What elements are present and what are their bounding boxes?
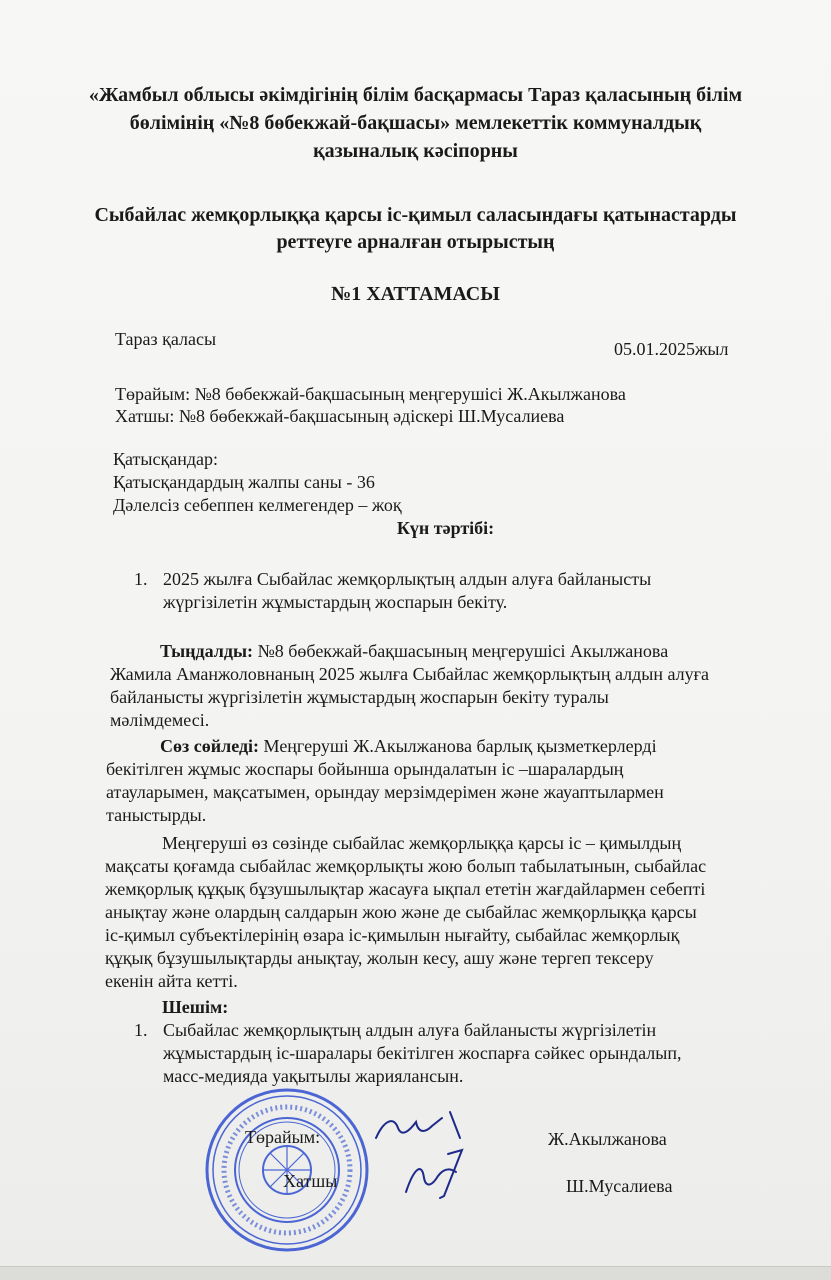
secretary-line: Хатшы: №8 бөбекжай-бақшасының әдіскері Ш.Мусалиева <box>115 406 565 426</box>
agenda-item-line-2: жүргізілетін жұмыстардың жоспарын бекіту. <box>163 592 508 612</box>
page-bottom-edge <box>0 1266 831 1280</box>
secretary-signature-label: Хатшы <box>283 1171 338 1191</box>
org-name-line-2: бөлімінің «№8 бөбекжай-бақшасы» мемлекеттік коммуналдық <box>129 112 702 134</box>
spoke-line-2: бекітілген жұмыс жоспары бойынша орындалатын іс –шаралардың <box>106 759 624 779</box>
date: 05.01.2025жыл <box>614 339 729 359</box>
city: Тараз қаласы <box>115 329 217 349</box>
speech-line-3: жемқорлық құқық бұзушылықтар жасауға ықпал ететін жағдайлармен себепті <box>105 879 706 899</box>
chair-name: Ж.Акылжанова <box>548 1129 667 1149</box>
org-name-line-1: «Жамбыл облысы әкімдігінің білім басқармасы Тараз қаласының білім <box>88 84 743 106</box>
attendees-total: Қатысқандардың жалпы саны - 36 <box>113 472 375 492</box>
subject-line-1: Сыбайлас жемқорлыққа қарсы іс-қимыл саласындағы қатынастарды <box>94 204 737 226</box>
chair-line: Төрайым: №8 бөбекжай-бақшасының меңгерушісі Ж.Акылжанова <box>115 384 626 404</box>
agenda-item-number: 1. <box>134 569 148 589</box>
speech-line-1: Меңгеруші өз сөзінде сыбайлас жемқорлыққа қарсы іс – қимылдың <box>162 833 682 853</box>
decision-line-1: Сыбайлас жемқорлықтың алдын алуға байланысты жүргізілетін <box>163 1020 657 1040</box>
spoke-label: Сөз сөйледі: <box>160 736 260 756</box>
speech-line-5: іс-қимыл субъектілерінің өзара іс-қимылын нығайту, сыбайлас жемқорлық <box>105 925 680 945</box>
decision-item-number: 1. <box>134 1020 148 1040</box>
absent-line: Дәлелсіз себеппен келмегендер – жоқ <box>113 495 402 515</box>
agenda-title: Күн тәртібі: <box>396 518 495 538</box>
spoke-line-3: атауларымен, мақсатымен, орындау мерзімдерімен және жауаптылармен <box>106 782 664 802</box>
heard-line-3: байланысты жүргізілетін жұмыстардың жоспарын бекіту туралы <box>110 687 609 707</box>
document-title: №1 ХАТТАМАСЫ <box>331 283 500 305</box>
subject-line-2: реттеуге арналған отырыстың <box>276 231 555 253</box>
chair-signature <box>372 1108 472 1148</box>
heard-text-1: №8 бөбекжай-бақшасының меңгерушісі Акылжанова <box>253 641 669 661</box>
heard-label: Тыңдалды: <box>160 641 254 661</box>
chair-signature-label: Төрайым: <box>245 1127 321 1147</box>
spoke-line-1 <box>160 735 657 758</box>
heard-line-1 <box>160 640 668 663</box>
spoke-line-4: таныстырды. <box>106 805 207 825</box>
spoke-text-1: Меңгеруші Ж.Акылжанова барлық қызметкерлерді <box>259 736 657 756</box>
agenda-item-line-1: 2025 жылға Сыбайлас жемқорлықтың алдын алуға байланысты <box>163 569 652 589</box>
org-name-line-3: қазыналық кәсіпорны <box>313 140 518 162</box>
speech-line-4: анықтау және олардың салдарын жою және де сыбайлас жемқорлыққа қарсы <box>105 902 697 922</box>
secretary-name: Ш.Мусалиева <box>566 1176 673 1196</box>
attendees-label: Қатысқандар: <box>113 449 218 469</box>
decision-line-2: жұмыстардың іс-шаралары бекітілген жоспарға сәйкес орындалып, <box>163 1043 682 1063</box>
heard-line-4: мәлімдемесі. <box>110 710 210 730</box>
speech-line-2: мақсаты қоғамда сыбайлас жемқорлықты жою болып табылатынын, сыбайлас <box>105 856 707 876</box>
speech-line-7: екенін айта кетті. <box>105 971 238 991</box>
secretary-signature <box>400 1148 480 1200</box>
speech-line-6: құқық бұзушылықтарды анықтау, жолын кесу, ашу және тергеп тексеру <box>105 948 654 968</box>
decision-line-3: масс-медияда уақытылы жарияланcын. <box>163 1066 464 1086</box>
heard-line-2: Жамила Аманжоловнаның 2025 жылға Сыбайлас жемқорлықтың алдын алуға <box>110 664 710 684</box>
decision-title: Шешім: <box>162 997 229 1017</box>
